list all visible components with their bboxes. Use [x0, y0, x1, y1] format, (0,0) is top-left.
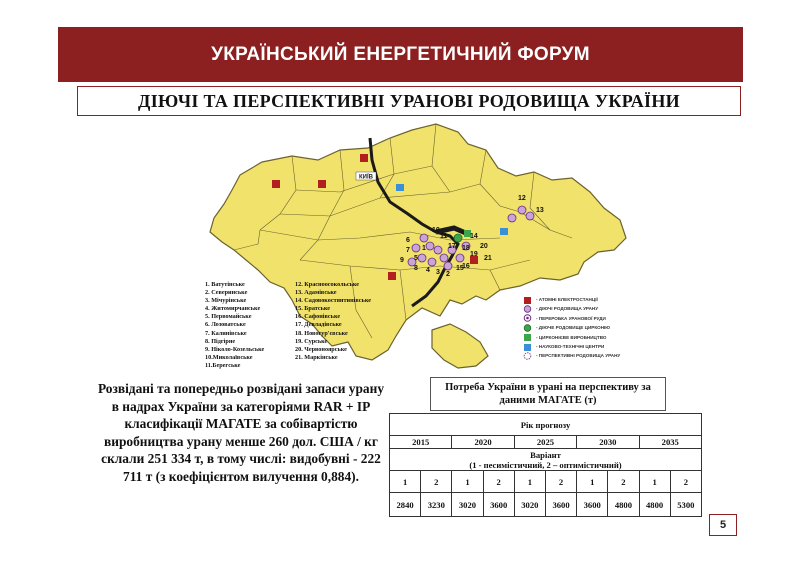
marker-number: 5 [414, 255, 418, 262]
deposit-marker [440, 254, 448, 262]
marker-number: 3 [436, 269, 440, 276]
research-center-icon [500, 228, 508, 235]
deposit-item: 21. Маркінське [295, 353, 338, 361]
zirconium-deposit-icon [523, 324, 532, 332]
page-number: 5 [709, 514, 737, 536]
deposit-marker [508, 214, 516, 222]
legend-row [523, 323, 643, 332]
deposit-marker [444, 262, 452, 270]
kyiv-label: КИЇВ [359, 174, 373, 181]
reserves-paragraph: Розвідані та попередньо розвідані запаси урану в надрах України за категоріями RAR + IP класифікації МАГАТЕ за собівартістю виробництва урану менше 260 дол. США / кг склали 251 334 т, в тому числі: видобувні - 222 711 т (з коефіцієнтом вилучення 0,884). [97, 381, 385, 484]
value-cell: 3600 [483, 493, 514, 517]
deposit-marker [434, 246, 442, 254]
marker-number: 10 [432, 227, 440, 234]
subtitle-box [77, 86, 741, 116]
marker-number: 18 [462, 245, 470, 252]
table-row [390, 436, 702, 449]
marker-number: 8 [414, 265, 418, 272]
deposit-item: 10.Миколаївське [205, 353, 253, 361]
legend-row [523, 304, 643, 313]
plant-icon [388, 272, 396, 280]
deposit-item: 3. Мічурінське [205, 297, 247, 305]
zirconium-deposit-icon [454, 234, 462, 242]
table-title: Потреба України в урані на перспективу за даними МАГАТЕ (т) [430, 377, 666, 411]
variant-cell: 2 [670, 471, 701, 493]
legend-row [523, 333, 643, 342]
marker-number: 11 [440, 233, 448, 240]
legend-label: - ПЕРЕРОБКА УРАНОВОЇ РУДИ [536, 315, 606, 321]
deposit-marker [526, 212, 534, 220]
year-cell: 2030 [577, 436, 639, 449]
subtitle: ДІЮЧІ ТА ПЕРСПЕКТИВНІ УРАНОВІ РОДОВИЩА УКРАЇНИ [138, 90, 680, 111]
variant-cell: 1 [390, 471, 421, 493]
legend-row [523, 314, 643, 323]
variant-cell: 1 [577, 471, 608, 493]
value-cell: 4800 [608, 493, 639, 517]
legend-label: - НАУКОВО-ТЕХНІЧНІ ЦЕНТРИ [536, 343, 605, 349]
ore-processing-icon [523, 314, 532, 322]
deposit-item: 1. Ватутінське [205, 281, 245, 288]
deposit-item: 8. Підгірне [205, 337, 236, 345]
marker-number: 13 [536, 207, 544, 214]
deposit-item: 12. Красноосокольське [295, 281, 360, 288]
table-row [390, 414, 702, 436]
value-cell: 3230 [421, 493, 452, 517]
legend-label: - ДІЮЧІ РОДОВИЩА УРАНУ [536, 306, 599, 312]
deposit-item: 6. Лозоватське [205, 321, 246, 329]
deposit-item: 16. Сафонівське [295, 313, 341, 321]
year-cell: 2025 [514, 436, 576, 449]
variant-cell: 2 [608, 471, 639, 493]
deposit-item: 14. Садовокостянтинівське [295, 297, 371, 305]
header-title: УКРАЇНСЬКИЙ ЕНЕРГЕТИЧНИЙ ФОРУМ [211, 43, 590, 65]
active-deposit-icon [523, 305, 532, 313]
value-cell: 5300 [670, 493, 701, 517]
legend-label: - ПЕРСПЕКТИВНІ РОДОВИЩА УРАНУ [536, 353, 621, 359]
table-row [390, 449, 702, 471]
variant-cell: 2 [483, 471, 514, 493]
marker-number: 1 [422, 245, 426, 252]
table-row [390, 471, 702, 493]
header-banner [58, 27, 743, 82]
variant-cell: 1 [639, 471, 670, 493]
value-cell: 3600 [545, 493, 576, 517]
deposit-item: 17. Девладівське [295, 321, 342, 329]
marker-number: 2 [446, 271, 450, 278]
forecast-header: Рік прогнозу [390, 414, 702, 436]
variant-cell: 1 [452, 471, 483, 493]
research-center-icon [523, 343, 532, 351]
plant-icon [272, 180, 280, 188]
deposit-item: 9. Ніколо-Козельське [205, 345, 265, 353]
deposit-item: 11.Берегське [205, 361, 241, 369]
deposit-item: 4. Житомирчанське [205, 305, 261, 313]
crimea-outline [432, 324, 488, 368]
variant-header: Варіант [530, 449, 561, 460]
marker-number: 16 [462, 263, 470, 270]
marker-number: 21 [484, 255, 492, 262]
deposit-item: 18. Новогур'євське [295, 329, 348, 337]
value-cell: 3020 [452, 493, 483, 517]
legend-label: - АТОМНІ ЕЛЕКТРОСТАНЦІЇ [536, 297, 598, 302]
map-legend [523, 295, 643, 361]
research-center-icon [396, 184, 404, 191]
marker-number: 6 [406, 237, 410, 244]
value-cell: 3600 [577, 493, 608, 517]
value-cell: 4800 [639, 493, 670, 517]
deposit-item: 15. Братське [295, 305, 331, 313]
value-cell: 3020 [514, 493, 545, 517]
deposit-marker [426, 242, 434, 250]
marker-number: 17 [448, 243, 456, 250]
deposit-marker [456, 254, 464, 262]
marker-number: 20 [480, 243, 488, 250]
variant-header-cell [390, 449, 702, 471]
deposit-item: 7. Калинівське [205, 329, 247, 337]
deposit-item: 19. Сурське [295, 337, 328, 345]
deposit-list-right [295, 281, 390, 362]
marker-number: 14 [470, 233, 478, 240]
marker-number: 12 [518, 195, 526, 202]
deposit-marker [518, 206, 526, 214]
deposit-item: 20. Червоноярське [295, 345, 347, 353]
marker-number: 9 [400, 257, 404, 264]
year-cell: 2020 [452, 436, 514, 449]
marker-number: 7 [406, 247, 410, 254]
year-cell: 2035 [639, 436, 702, 449]
variant-cell: 2 [421, 471, 452, 493]
marker-number: 4 [426, 267, 430, 274]
uranium-demand-table [389, 413, 702, 517]
legend-label: - ДІЮЧЕ РОДОВИЩЕ ЦИРКОНІЮ [536, 325, 611, 331]
deposit-marker [418, 254, 426, 262]
year-cell: 2015 [390, 436, 452, 449]
plant-icon [318, 180, 326, 188]
prospective-deposit-icon [523, 352, 532, 360]
table-row [390, 493, 702, 517]
deposit-list-left [205, 281, 295, 370]
deposit-item: 5. Первомайське [205, 313, 252, 321]
zirconium-production-icon [523, 333, 532, 341]
deposit-marker [428, 258, 436, 266]
legend-label: - ЦИРКОНІЄВЕ ВИРОБНИЦТВО [536, 334, 607, 340]
deposit-marker [412, 244, 420, 252]
variant-cell: 2 [545, 471, 576, 493]
legend-row [523, 351, 643, 360]
marker-number: 15 [456, 265, 464, 272]
legend-row [523, 295, 643, 304]
marker-number: 19 [470, 251, 478, 258]
plant-icon [523, 296, 532, 304]
legend-row [523, 342, 643, 351]
deposit-item: 2. Северинське [205, 289, 248, 297]
plant-icon [360, 154, 368, 162]
value-cell: 2840 [390, 493, 421, 517]
variant-note: (1 - песимістичний, 2 – оптимістичний) [469, 459, 622, 470]
deposit-item: 13. Адамівське [295, 289, 337, 297]
variant-cell: 1 [514, 471, 545, 493]
deposit-marker [420, 234, 428, 242]
